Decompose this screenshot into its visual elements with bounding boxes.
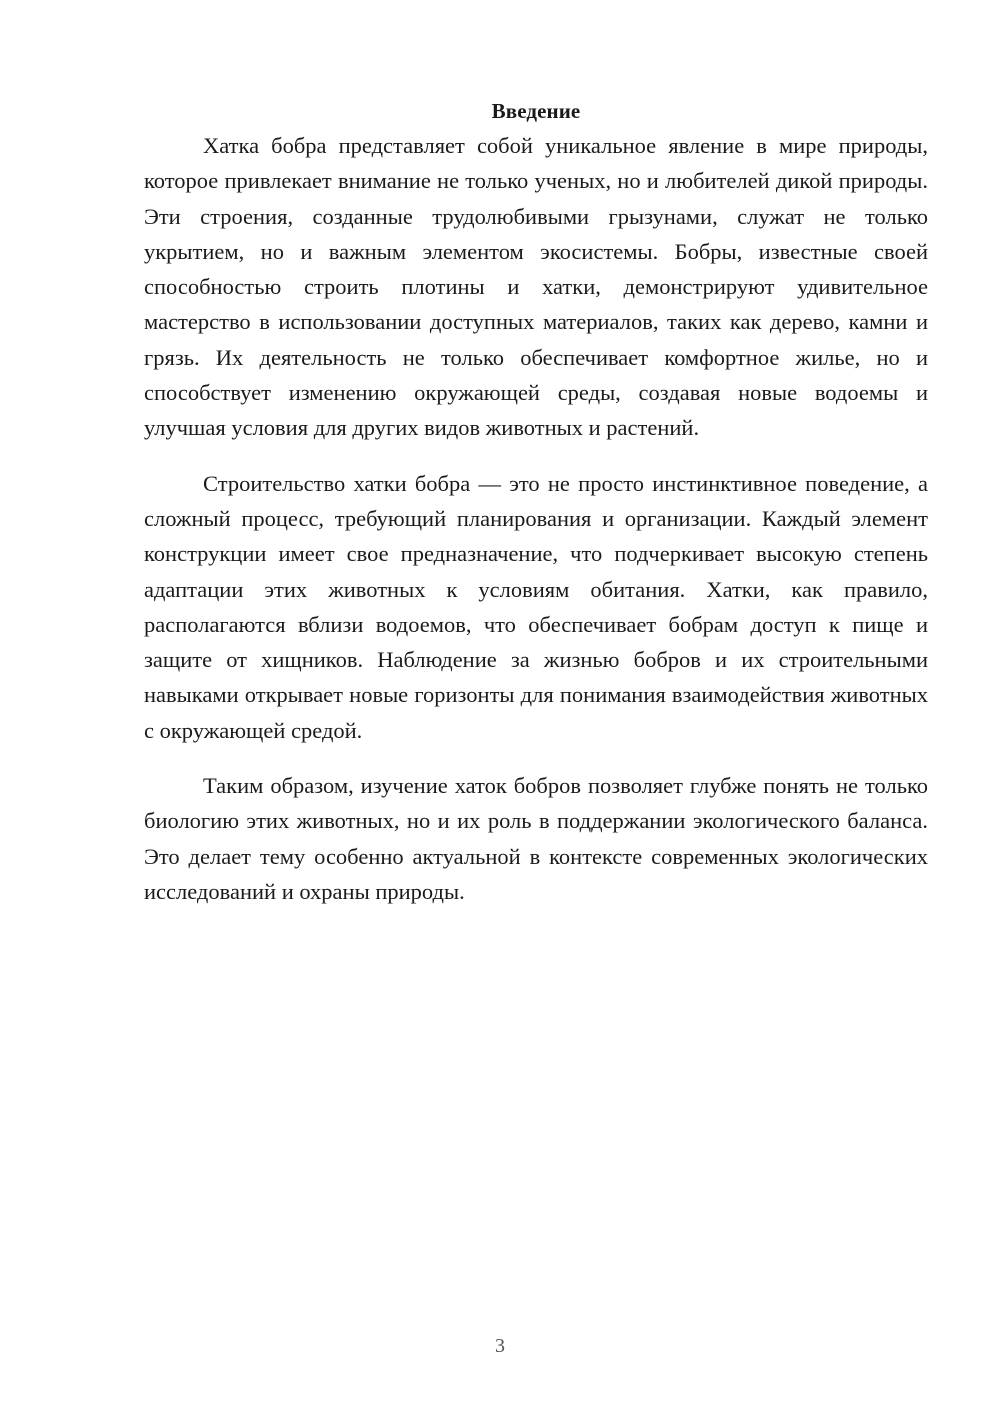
paragraph-3: Таким образом, изучение хаток бобров позволяет глубже понять не только биологию этих животных, но и их роль в поддержании экологического баланса. Это делает тему особенно актуальной в контексте современных экологических исследований и охраны природы. — [144, 773, 928, 904]
page-number: 3 — [495, 1335, 505, 1357]
paragraph-2: Строительство хатки бобра — это не просто инстинктивное поведение, а сложный процесс, требующий планирования и организации. Каждый элемент конструкции имеет свое предназначение, что подчеркивает высокую степень адаптации этих животных к условиям обитания. Хатки, как правило, располагаются вблизи водоемов, что обеспечивает бобрам доступ к пище и защите от хищников. Наблюдение за жизнью бобров и их строительными навыками открывает новые горизонты для понимания взаимодействия животных с окружающей средой. — [144, 470, 928, 743]
paragraph-1: Хатка бобра представляет собой уникальное явление в мире природы, которое привлекает внимание не только ученых, но и любителей дикой природы. Эти строения, созданные трудолюбивыми грызунами, служат не только укрытием, но и важным элементом экосистемы. Бобры, известные своей способностью строить плотины и хатки, демонстрируют удивительное мастерство в использовании доступных материалов, таких как дерево, камни и грязь. Их деятельность не только обеспечивает комфортное жилье, но и способствует изменению окружающей среды, создавая новые водоемы и улучшая условия для других видов животных и растений. — [144, 133, 928, 441]
section-heading: Введение — [491, 99, 581, 123]
page-content — [144, 96, 928, 929]
